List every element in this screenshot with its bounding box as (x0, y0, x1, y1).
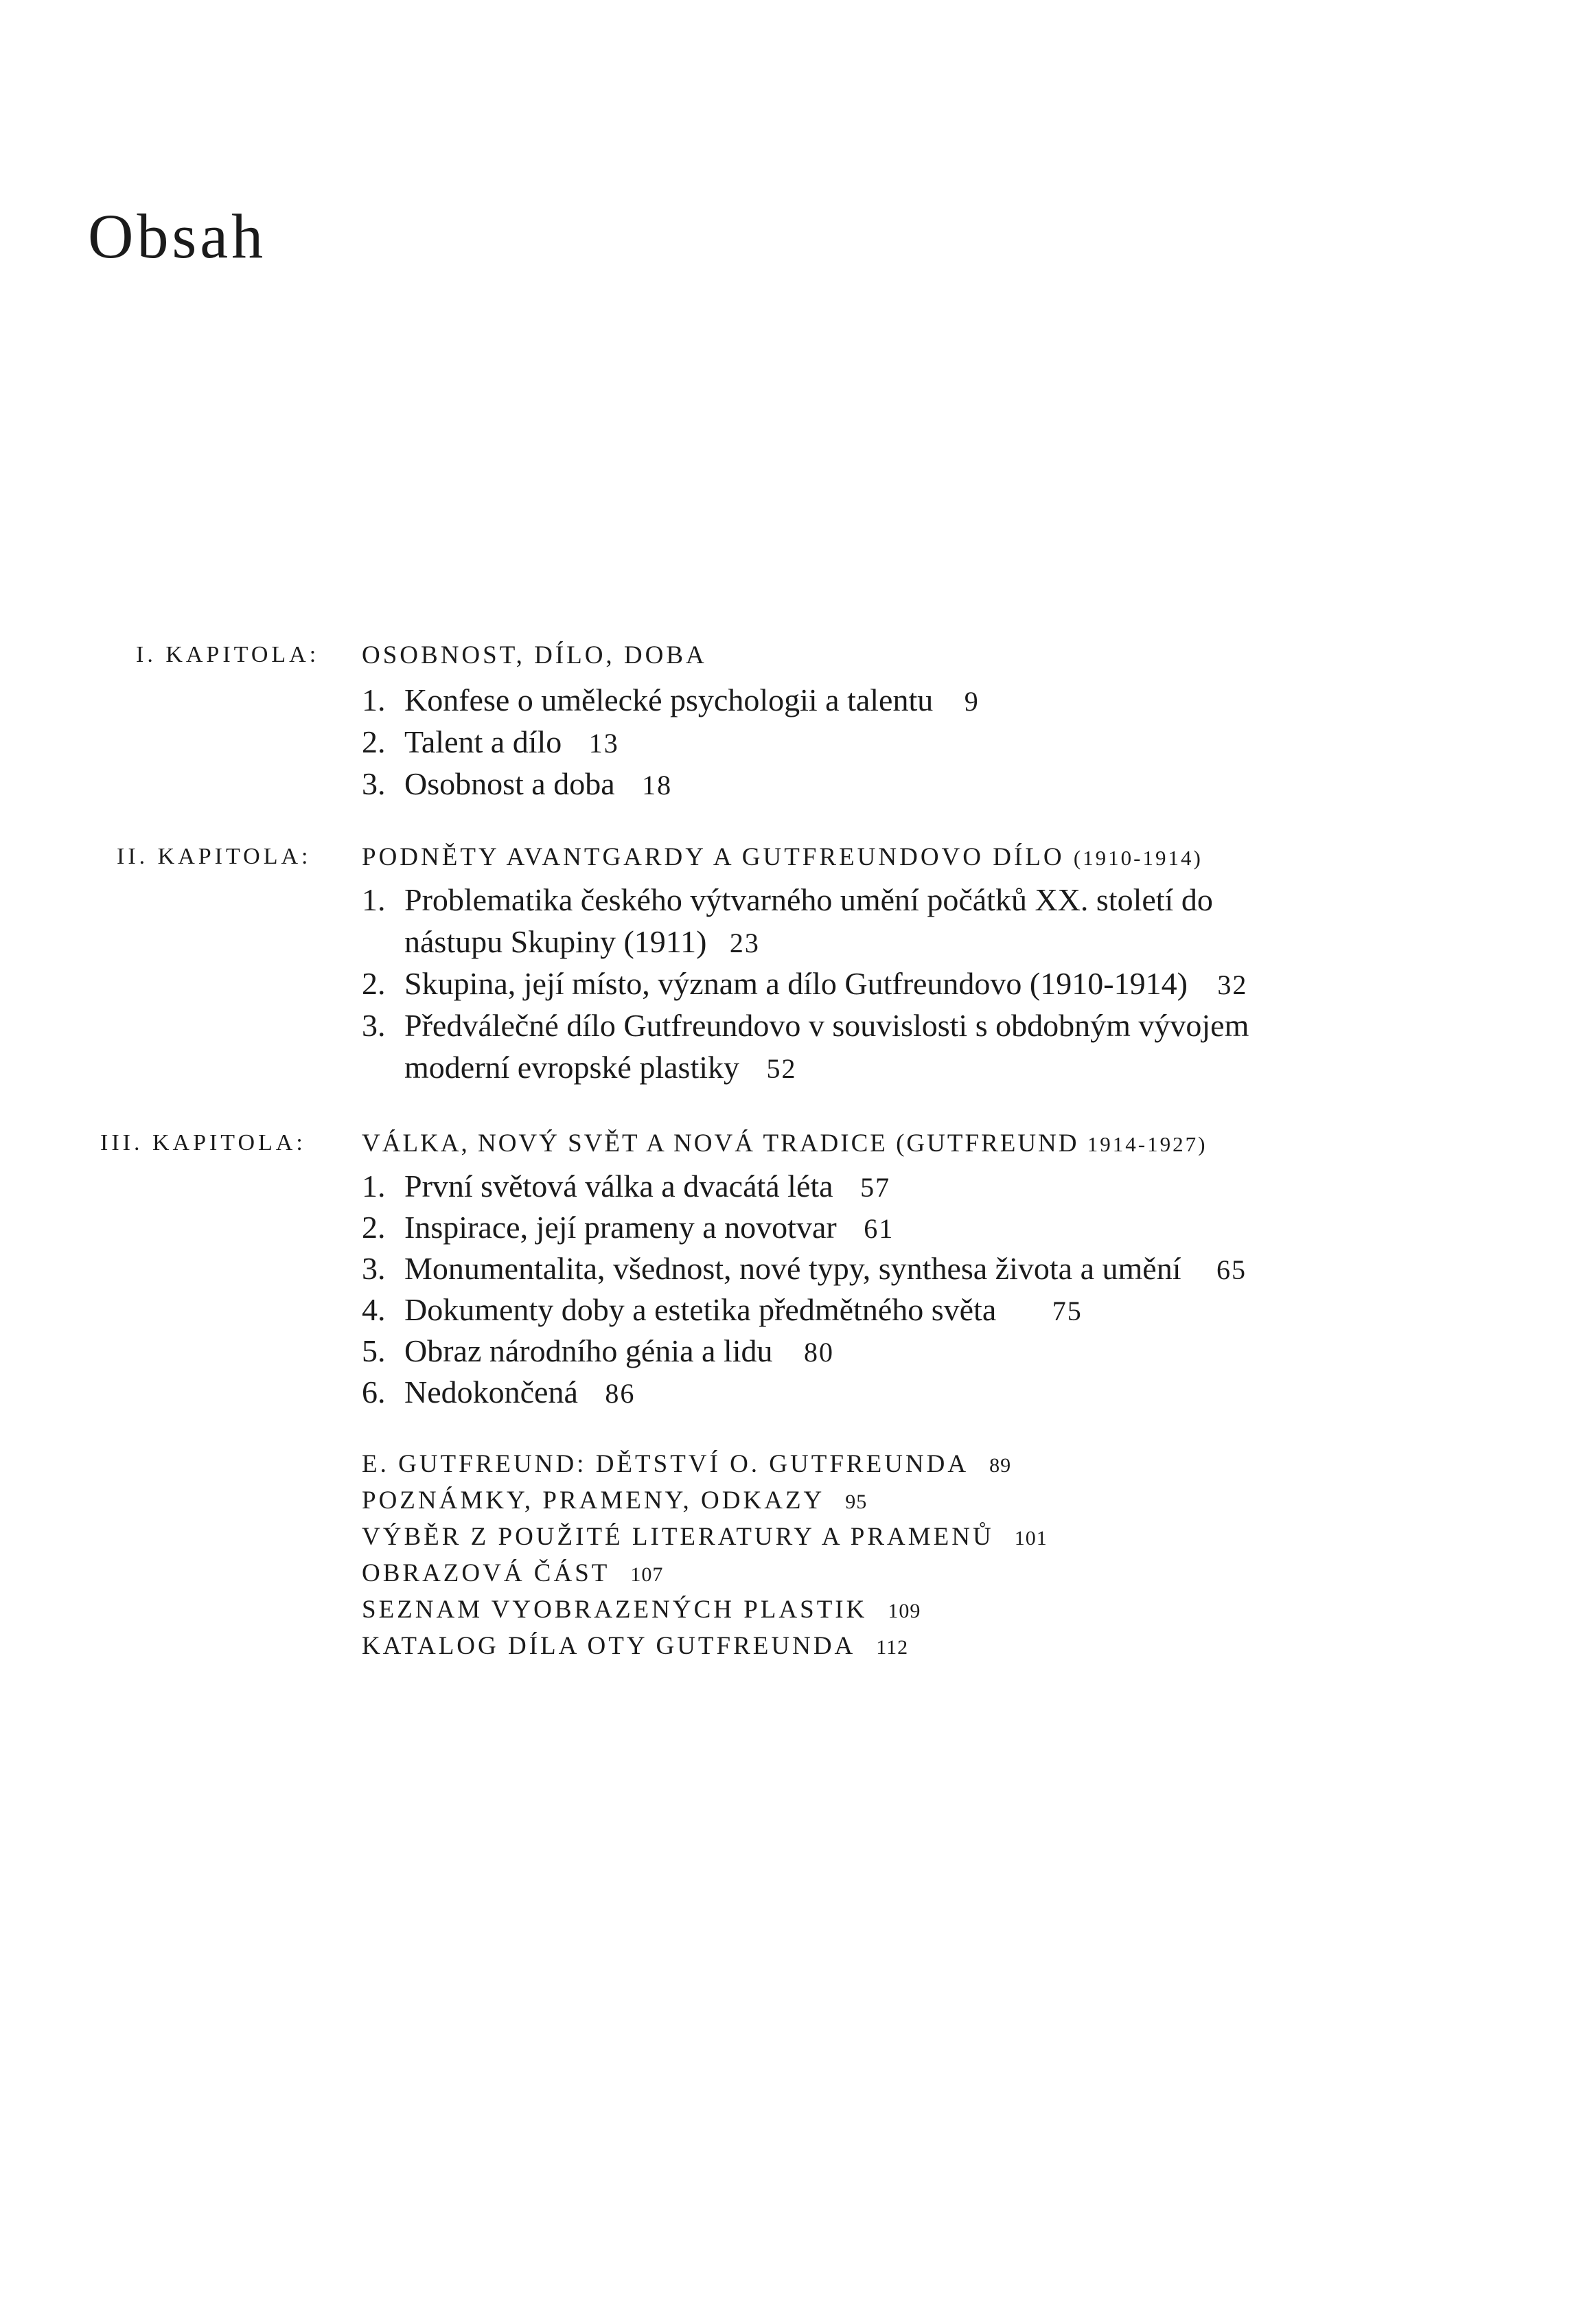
back-matter-item[interactable]: POZNÁMKY, PRAMENY, ODKAZY 95 (362, 1486, 868, 1515)
page-number: 32 (1217, 969, 1248, 1000)
item-number: 3. (362, 1251, 386, 1286)
item-text: Problematika českého výtvarného umění počátků XX. století do (404, 882, 1213, 917)
item-text: První světová válka a dvacátá léta 57 (404, 1169, 891, 1204)
page-number: 109 (888, 1600, 921, 1622)
page-number: 107 (630, 1563, 664, 1586)
page-number: 23 (729, 928, 760, 958)
page-number: 61 (864, 1213, 894, 1244)
item-number: 3. (362, 1008, 386, 1043)
back-matter-item[interactable]: KATALOG DÍLA OTY GUTFREUNDA 112 (362, 1632, 909, 1660)
page-number: 65 (1216, 1254, 1247, 1285)
item-number: 2. (362, 1210, 386, 1245)
back-matter-item[interactable]: E. GUTFREUND: DĚTSTVÍ O. GUTFREUNDA 89 (362, 1450, 1012, 1478)
item-number: 5. (362, 1333, 386, 1368)
page-number: 18 (642, 770, 673, 801)
chapter-3-heading: VÁLKA, NOVÝ SVĚT A NOVÁ TRADICE (GUTFREUND 1914-1927) (362, 1129, 1208, 1158)
chapter-2-label: II. KAPITOLA: (117, 844, 312, 869)
item-text: Dokumenty doby a estetika předmětného světa 75 (404, 1292, 1083, 1327)
back-matter-item[interactable]: VÝBĚR Z POUŽITÉ LITERATURY A PRAMENŮ 101 (362, 1523, 1048, 1551)
item-number: 3. (362, 766, 386, 801)
page-number: 57 (860, 1172, 891, 1203)
item-text: Skupina, její místo, význam a dílo Gutfreundovo (1910-1914) 32 (404, 966, 1248, 1001)
item-text: Obraz národního génia a lidu 80 (404, 1333, 834, 1368)
item-number: 1. (362, 682, 386, 717)
item-text: Předválečné dílo Gutfreundovo v souvislosti s obdobným vývojem (404, 1008, 1249, 1043)
item-number: 1. (362, 882, 386, 917)
item-text: nástupu Skupiny (1911) 23 (404, 924, 760, 959)
item-number: 1. (362, 1169, 386, 1204)
item-text: Monumentalita, všednost, nové typy, synthesa života a umění 65 (404, 1251, 1247, 1286)
page-number: 112 (876, 1636, 909, 1659)
page-number: 95 (845, 1491, 868, 1513)
chapter-1-heading: OSOBNOST, DÍLO, DOBA (362, 641, 707, 669)
back-matter-item[interactable]: SEZNAM VYOBRAZENÝCH PLASTIK 109 (362, 1596, 921, 1624)
page-number: 52 (766, 1053, 797, 1084)
page-number: 75 (1052, 1296, 1083, 1326)
item-text: Osobnost a doba 18 (404, 766, 673, 801)
chapter-3-label: III. KAPITOLA: (100, 1130, 306, 1155)
chapter-1-label: I. KAPITOLA: (136, 642, 320, 667)
page-number: 89 (989, 1454, 1012, 1477)
page-title: Obsah (88, 200, 267, 271)
chapter-2-heading: PODNĚTY AVANTGARDY A GUTFREUNDOVO DÍLO (1910-1914) (362, 843, 1203, 871)
item-text: moderní evropské plastiky 52 (404, 1050, 797, 1085)
item-text: Talent a dílo 13 (404, 724, 619, 759)
item-number: 2. (362, 724, 386, 759)
item-text: Nedokončená 86 (404, 1374, 636, 1410)
back-matter-item[interactable]: OBRAZOVÁ ČÁST 107 (362, 1559, 664, 1587)
page-number: 13 (588, 728, 619, 759)
chapter-2-years: (1910-1914) (1073, 846, 1203, 870)
page-number: 101 (1014, 1527, 1048, 1550)
page-number: 9 (964, 686, 980, 717)
item-number: 2. (362, 966, 386, 1001)
chapter-3-years: 1914-1927) (1087, 1132, 1208, 1156)
item-number: 4. (362, 1292, 386, 1327)
item-text: Inspirace, její prameny a novotvar 61 (404, 1210, 894, 1245)
page-number: 86 (605, 1378, 636, 1409)
page-number: 80 (803, 1337, 834, 1368)
item-text: Konfese o umělecké psychologii a talentu 9 (404, 682, 980, 717)
item-number: 6. (362, 1374, 386, 1410)
